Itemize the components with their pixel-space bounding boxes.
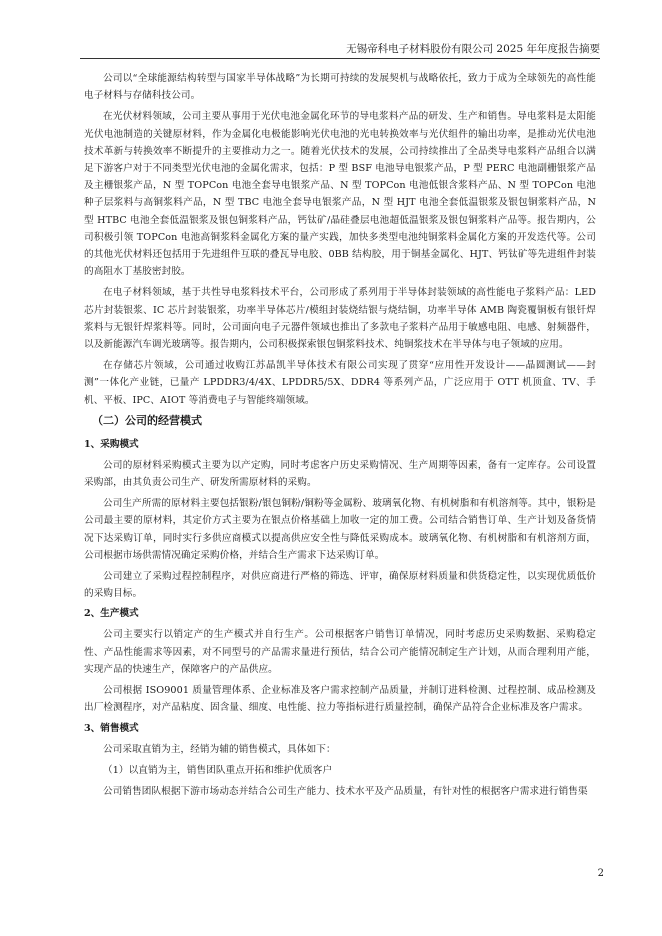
sales-heading: 3、销售模式 [84, 722, 139, 734]
intro-paragraph-1: 公司以“全球能源结构转型与国家半导体战略”为长期可持续的发展契机与战略依托，致力于成为全球领先的高性能电子材料与存储科技公司。 [84, 73, 596, 102]
production-heading: 2、生产模式 [84, 608, 139, 620]
sales-paragraph-2: （1）以直销为主，销售团队重点开拓和维护优质客户 [103, 764, 333, 776]
procurement-heading: 1、采购模式 [84, 438, 139, 450]
document-body [84, 70, 596, 804]
intro-paragraph-4: 在存储芯片领域，公司通过收购江苏晶凯半导体技术有限公司实现了贯穿“应用性开发设计——晶圆测试——封测”一体化产业链，已量产 LPDDR3/4/4X、LPDDR5/5X、DDR4 等系列产品，广泛应用于 OTT 机顶盒、TV、手机、平板、IPC、AIOT 等消费电子与智能终端领域。 [84, 360, 596, 406]
page-header [80, 42, 600, 59]
intro-paragraph-3: 在电子材料领域，基于共性导电浆料技术平台，公司形成了系列用于半导体封装领域的高性能电子浆料产品：LED 芯片封装银浆、IC 芯片封装银浆，功率半导体芯片/模组封装烧结银与烧结铜，功率半导体 AMB 陶瓷覆铜板有银钎焊浆料与无银钎焊浆料等。同时，公司面向电子元器件领域也推出了多款电子浆料产品用于敏感电阻、电感、射频器件，以及新能源汽车调光玻璃等。报告期内，公司积极探索银包铜浆料技术、纯铜浆技术在半导体与电子领域的应用。 [84, 287, 596, 351]
production-paragraph-2: 公司根据 ISO9001 质量管理体系、企业标准及客户需求控制产品质量，并制订进料检测、过程控制、成品检测及出厂检测程序，对产品粘度、固含量、细度、电性能、拉力等指标进行质量控制，确保产品符合企业标准及客户需求。 [84, 685, 596, 714]
procurement-paragraph-3: 公司建立了采购过程控制程序，对供应商进行严格的筛选、评审，确保原材料质量和供货稳定性，以实现优质低价的采购目标。 [84, 571, 596, 600]
intro-paragraph-2: 在光伏材料领域，公司主要从事用于光伏电池金属化环节的导电浆料产品的研发、生产和销售。导电浆料是太阳能光伏电池制造的关键原材料，作为金属化电极能影响光伏电池的光电转换效率与光伏组件的输出功率，是推动光伏电池技术革新与转换效率不断提升的主要推动力之一。随着光伏技术的发展，公司持续推出了全品类导电浆料产品组合以满足下游客户对于不同类型光伏电池的金属化需求，包括：P 型 BSF 电池导电银浆产品，P 型 PERC 电池副栅银浆产品及主栅银浆产品，N 型 TOPCon 电池全套导电银浆产品、N 型 TOPCon 电池低银含浆料产品、N 型 TOPCon 电池种子层浆料与高铜浆料产品，N 型 TBC 电池全套导电银浆产品，N 型 HJT 电池全套低温银浆及银包铜浆料产品，N 型 HTBC 电池全套低温银浆及银包铜浆料产品，钙钛矿/晶硅叠层电池超低温银浆及银包铜浆料产品等。报告期内，公司积极引领 TOPCon 电池高铜浆料金属化方案的量产实践，加快多类型电池纯铜浆料金属化方案的开发迭代等。公司的其他光伏材料还包括用于先进组件互联的叠瓦导电胶、0BB 结构胶，用于铜基金属化、HJT、钙钛矿等先进组件封装的高阻水丁基胶密封胶。 [84, 111, 596, 278]
procurement-paragraph-1: 公司的原材料采购模式主要为以产定购，同时考虑客户历史采购情况、生产周期等因素，备有一定库存。公司设置采购部，由其负责公司生产、研发所需原材料的采购。 [84, 459, 596, 489]
procurement-paragraph-2: 公司生产所需的原材料主要包括银粉/银包铜粉/铜粉等金属粉、玻璃氧化物、有机树脂和有机溶剂等。其中，银粉是公司最主要的原材料，其定价方式主要为在银点价格基础上加收一定的加工费。公司结合销售订单、生产计划及备货情况下达采购订单，同时实行多供应商模式以提高供应安全性与降低采购成本。玻璃氧化物、有机树脂和有机溶剂方面，公司根据市场供需情况确定采购价格，并结合生产需求下达采购订单。 [84, 498, 596, 561]
header-title: 无锡帝科电子材料股份有限公司 2025 年年度报告摘要 [346, 43, 600, 55]
sales-paragraph-3: 公司销售团队根据下游市场动态并结合公司生产能力、技术水平及产品质量，有针对性的根据客户需求进行销售渠 [103, 785, 588, 797]
production-paragraph-1: 公司主要实行以销定产的生产模式并自行生产。公司根据客户销售订单情况，同时考虑历史采购数据、采购稳定性、产品性能需求等因素，对不同型号的产品需求量进行预估，结合公司产能情况制定生产计划，从而合理利用产能，实现产品的快速生产，保障客户的产品供应。 [84, 629, 596, 675]
page-number: 2 [597, 868, 604, 879]
section-heading-business-model: （二）公司的经营模式 [92, 413, 202, 427]
sales-paragraph-1: 公司采取直销为主，经销为辅的销售模式，具体如下： [103, 743, 336, 755]
